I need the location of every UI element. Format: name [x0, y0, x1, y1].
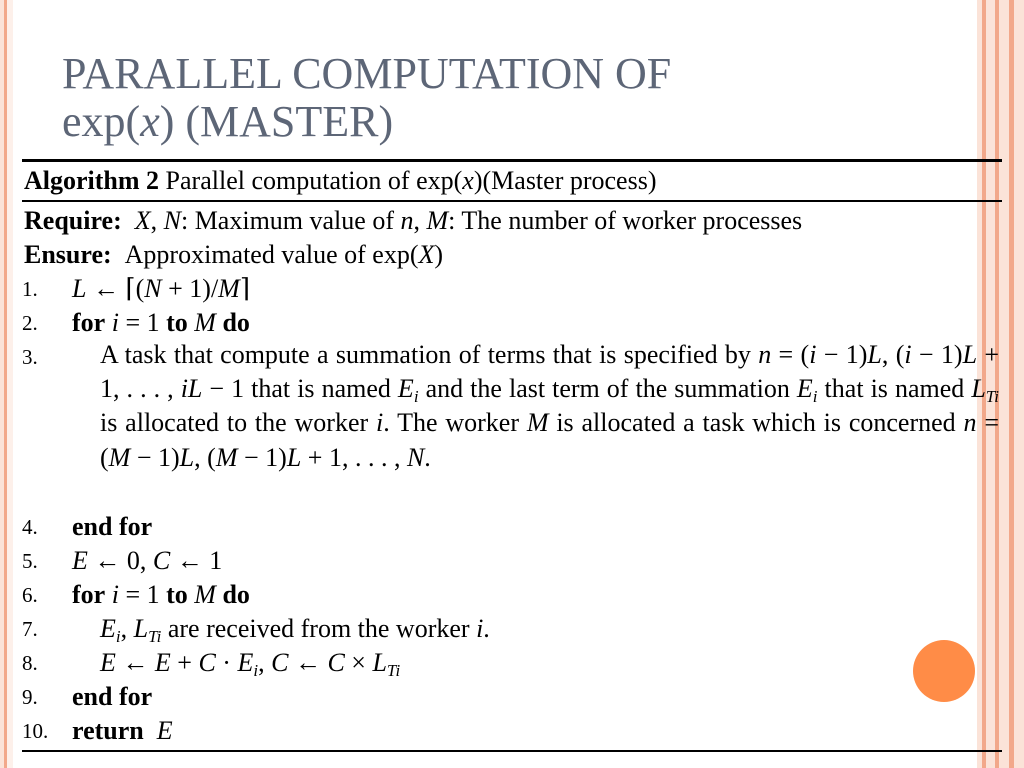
- step-8: E ← $E + C \cdot E_i$, C ← $C \times L_{Ti}$: [100, 648, 401, 680]
- ensure-label: Ensure:: [24, 240, 112, 269]
- ensure-text: Approximated value of exp(X): [118, 240, 444, 269]
- require-label: Require:: [24, 206, 122, 235]
- slide-title: [62, 50, 942, 146]
- step-number: 5.: [22, 549, 38, 573]
- step-2: for i = 1 to M do: [72, 308, 250, 337]
- step-6: for i = 1 to M do: [72, 580, 250, 609]
- algorithm-caption: [24, 166, 657, 196]
- step-number: 4.: [22, 515, 38, 539]
- step-number: 3.: [22, 345, 38, 369]
- title-line-2: [62, 98, 942, 146]
- require-text: X, N: Maximum value of n, M: The number of worker processes: [134, 206, 803, 235]
- step-number: 1.: [22, 277, 38, 301]
- step-5: E ← 0, C ← 1: [72, 546, 223, 575]
- title-exp-var: x: [140, 97, 160, 146]
- title-exp-prefix: exp(: [62, 97, 141, 146]
- title-exp-suffix: ) (MASTER): [159, 97, 394, 146]
- step-number: 8.: [22, 651, 38, 675]
- step-4: end for: [72, 512, 153, 541]
- step-number: 10.: [22, 719, 49, 743]
- algorithm-caption-rule: [22, 200, 1002, 202]
- require-line: [24, 204, 802, 238]
- title-line-1: PARALLEL COMPUTATION OF: [62, 49, 672, 98]
- step-7: $E_i$, $L_{Ti}$ are received from the worker i.: [100, 614, 490, 646]
- step-1: L ← ⌈(N + 1)/M⌉: [72, 274, 250, 303]
- ensure-line: [24, 238, 443, 272]
- step-number: 7.: [22, 617, 38, 641]
- step-number: 9.: [22, 685, 38, 709]
- algorithm-label: Algorithm 2: [24, 166, 160, 195]
- algorithm-bottom-rule: [22, 750, 1002, 752]
- step-9: end for: [72, 682, 153, 711]
- algorithm-title: Parallel computation of exp(x)(Master process): [165, 166, 657, 195]
- step-number: 2.: [22, 311, 38, 335]
- orange-circle-decoration: [913, 640, 975, 702]
- step-number: 6.: [22, 583, 38, 607]
- algorithm-top-rule: [22, 159, 1002, 162]
- step-10: return E: [72, 716, 173, 745]
- step-3: A task that compute a summation of terms that is specified by n = (i − 1)L, (i − 1)L + 1, . . . , iL − 1 that is named $E_i$ and the last term of the summation $E_i$ that is named $L_{Ti}$ is allocated to the worker i. The worker M is allocated a task which is concerned n = (M − 1)L, (M − 1)L + 1, . . . , N.: [100, 340, 1000, 472]
- left-decorative-border: [0, 0, 13, 768]
